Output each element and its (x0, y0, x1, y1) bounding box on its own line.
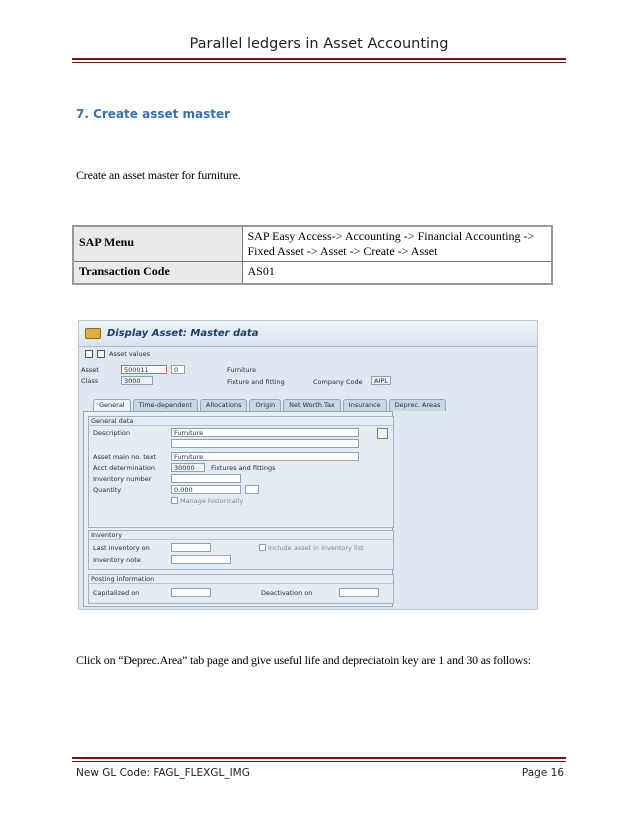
inventory-note-field[interactable] (171, 555, 231, 564)
acct-determination-label: Acct determination (93, 464, 156, 472)
document-icon[interactable] (85, 350, 93, 358)
page-header: Parallel ledgers in Asset Accounting (189, 36, 449, 52)
table-row (73, 226, 552, 262)
section-heading: 7. Create asset master (76, 107, 231, 121)
inventory-group (88, 530, 394, 570)
sap-tab-strip (93, 399, 446, 411)
posting-information-group (88, 574, 394, 604)
transaction-info-table (72, 225, 553, 285)
footer-code: New GL Code: FAGL_FLEXGL_IMG (76, 767, 250, 779)
intro-paragraph: Create an asset master for furniture. (76, 168, 241, 182)
inventory-note-label: Inventory note (93, 556, 141, 564)
long-text-icon[interactable] (377, 428, 388, 439)
deactivation-on-field[interactable] (339, 588, 379, 597)
include-asset-label: Include asset in inventory list (268, 544, 364, 552)
class-label: Class (81, 377, 99, 385)
unit-field[interactable] (245, 485, 259, 494)
description-field[interactable]: Furniture (171, 428, 359, 437)
sap-toolbar (79, 347, 537, 361)
main-no-text-label: Asset main no. text (93, 453, 157, 461)
sap-screen-title: Display Asset: Master data (107, 328, 259, 339)
table-key-cell: SAP Menu (73, 226, 242, 262)
asset-label: Asset (81, 366, 99, 374)
footer-rule (72, 757, 566, 762)
sap-screenshot (78, 320, 538, 610)
asset-values-icon[interactable] (97, 350, 105, 358)
main-no-text-field[interactable]: Furniture (171, 452, 359, 461)
inventory-number-label: Inventory number (93, 475, 152, 483)
instruction-paragraph: Click on “Deprec.Area” tab page and give useful life and depreciatoin key are 1 and 30 as follows: (76, 653, 531, 667)
capitalized-on-field[interactable] (171, 588, 211, 597)
table-value-cell: AS01 (242, 262, 552, 284)
general-data-group (88, 416, 394, 528)
page-number: Page 16 (521, 767, 564, 779)
table-value-cell: SAP Easy Access-> Accounting -> Financial Accounting -> Fixed Asset -> Asset -> Create -> Asset (242, 226, 552, 262)
quantity-field[interactable]: 0.000 (171, 485, 241, 494)
asset-values-button[interactable]: Asset values (109, 350, 150, 358)
asset-subnumber-field[interactable]: 0 (171, 365, 185, 374)
general-data-title: General data (89, 417, 393, 426)
last-inventory-field[interactable] (171, 543, 211, 552)
header-rule (72, 58, 566, 63)
tab-allocations[interactable]: Allocations (200, 399, 247, 411)
posting-information-title: Posting information (89, 575, 393, 584)
manage-historically-checkbox[interactable] (171, 497, 178, 504)
general-tab-panel (83, 411, 393, 607)
tab-general[interactable]: General (93, 399, 131, 411)
tab-insurance[interactable]: Insurance (343, 399, 387, 411)
include-asset-checkbox[interactable] (259, 544, 266, 551)
manage-historically-label: Manage historically (180, 497, 244, 505)
table-row (73, 262, 552, 284)
tab-origin[interactable]: Origin (249, 399, 281, 411)
class-field[interactable]: 3000 (121, 376, 153, 385)
table-key-cell: Transaction Code (73, 262, 242, 284)
inventory-title: Inventory (89, 531, 393, 540)
asset-number-field[interactable]: 500011 (121, 365, 167, 374)
inventory-number-field[interactable] (171, 474, 241, 483)
tab-time-dependent[interactable]: Time-dependent (133, 399, 198, 411)
company-code-label: Company Code (313, 378, 363, 386)
acct-determination-field[interactable]: 30000 (171, 463, 205, 472)
acct-determination-desc: Fixtures and fittings (211, 464, 276, 472)
description-line2-field[interactable] (171, 439, 359, 448)
display-mode-icon (85, 328, 101, 339)
sap-title-bar (79, 321, 537, 347)
tab-deprec-areas[interactable]: Deprec. Areas (389, 399, 447, 411)
company-code-field[interactable]: AIPL (371, 376, 391, 385)
tab-net-worth-tax[interactable]: Net Worth Tax (283, 399, 341, 411)
last-inventory-label: Last inventory on (93, 544, 150, 552)
capitalized-on-label: Capitalized on (93, 589, 140, 597)
class-description-text: Fixture and fitting (227, 378, 285, 386)
deactivation-on-label: Deactivation on (261, 589, 313, 597)
asset-description-text: Furniture (227, 366, 257, 374)
description-label: Description (93, 429, 131, 437)
quantity-label: Quantity (93, 486, 122, 494)
